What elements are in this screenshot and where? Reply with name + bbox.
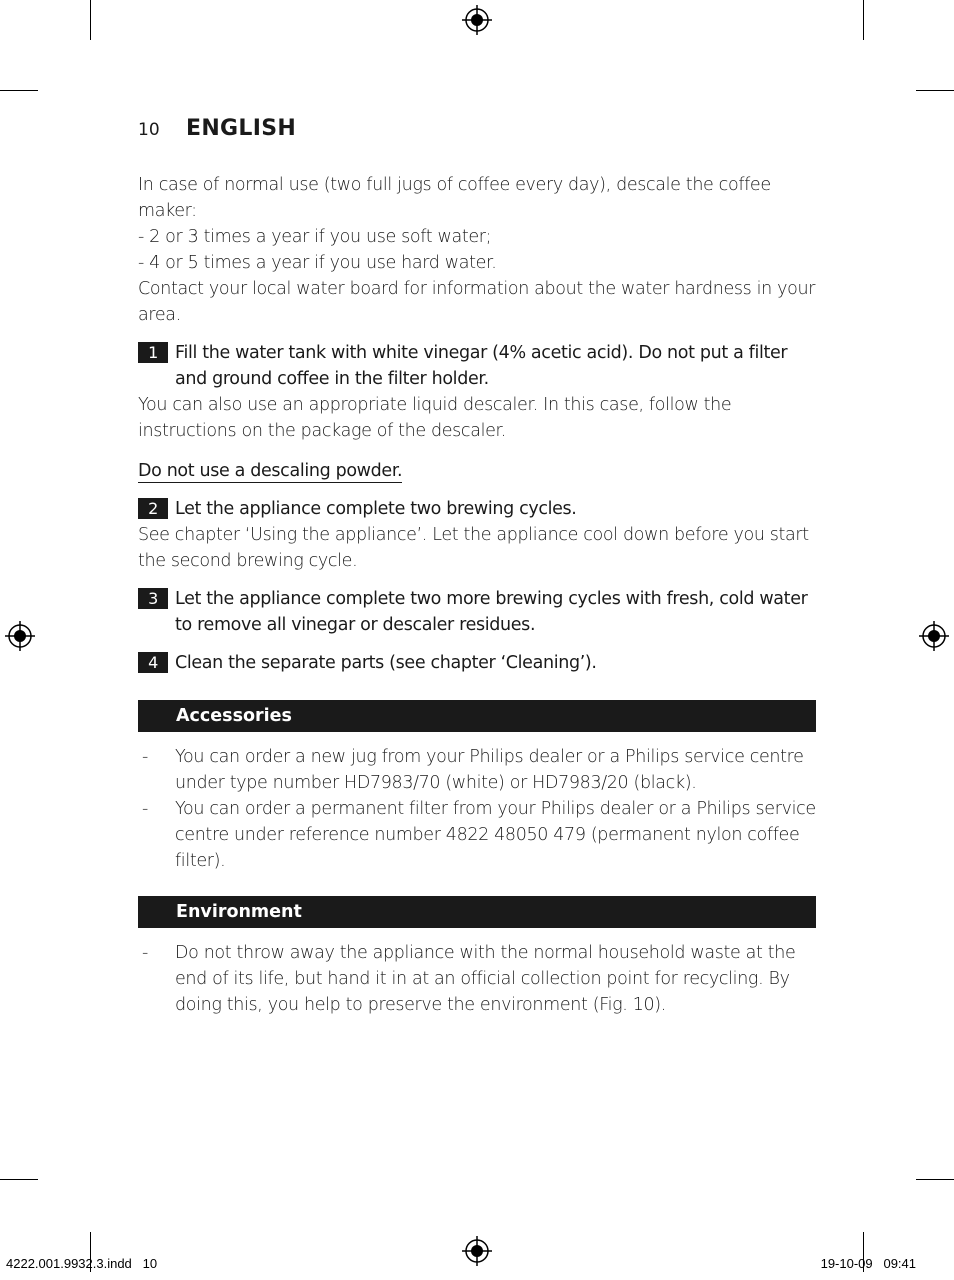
step-1 bbox=[138, 340, 816, 392]
step-3 bbox=[138, 586, 816, 638]
step-4 bbox=[138, 650, 816, 676]
intro-line: - 2 or 3 times a year if you use soft water; bbox=[138, 227, 492, 247]
registration-mark-icon bbox=[462, 1236, 492, 1266]
page-content bbox=[138, 116, 816, 1018]
list-item bbox=[138, 796, 816, 874]
warning-underlined: Do not use a descaling powder. bbox=[138, 461, 403, 481]
step-text: Let the appliance complete two more brewing cycles with fresh, cold water to remove all vinegar or descaler residues. bbox=[175, 589, 808, 635]
list-item bbox=[138, 940, 816, 1018]
step-text: Fill the water tank with white vinegar (4% acetic acid). Do not put a filter and ground coffee in the filter holder. bbox=[175, 343, 788, 389]
intro-paragraph bbox=[138, 172, 816, 328]
page-number: 10 bbox=[138, 120, 160, 140]
bullet-dash: - bbox=[142, 747, 148, 767]
step-text: Clean the separate parts (see chapter ‘Cleaning’). bbox=[175, 653, 597, 673]
footer-file-name: 4222.001.9932.3.indd 10 bbox=[6, 1256, 158, 1271]
list-item-text: You can order a permanent filter from your Philips dealer or a Philips service centre under reference number 4822 48050 479 (permanent nylon coffee filter). bbox=[175, 799, 816, 871]
step-number: 4 bbox=[138, 652, 168, 673]
registration-mark-icon bbox=[462, 5, 492, 35]
page-header bbox=[138, 116, 816, 152]
section-heading-accessories: Accessories bbox=[138, 700, 816, 732]
list-item-text: You can order a new jug from your Philips dealer or a Philips service centre under type number HD7983/70 (white) or HD7983/20 (black). bbox=[175, 747, 804, 793]
intro-line: In case of normal use (two full jugs of coffee every day), descale the coffee maker: bbox=[138, 175, 771, 221]
crop-mark bbox=[0, 1179, 38, 1180]
registration-mark-icon bbox=[5, 621, 35, 651]
step-2-note: See chapter ‘Using the appliance’. Let the appliance cool down before you start the second brewing cycle. bbox=[138, 525, 809, 571]
step-text: Let the appliance complete two brewing cycles. bbox=[175, 499, 577, 519]
section-heading-environment: Environment bbox=[138, 896, 816, 928]
crop-mark bbox=[916, 90, 954, 91]
warning-text bbox=[138, 458, 816, 484]
intro-line: Contact your local water board for information about the water hardness in your area. bbox=[138, 279, 816, 325]
accessories-list bbox=[138, 744, 816, 874]
crop-mark bbox=[863, 0, 864, 40]
step-2 bbox=[138, 496, 816, 522]
bullet-dash: - bbox=[142, 799, 148, 819]
intro-line: - 4 or 5 times a year if you use hard water. bbox=[138, 253, 497, 273]
list-item bbox=[138, 744, 816, 796]
crop-mark bbox=[90, 0, 91, 40]
list-item-text: Do not throw away the appliance with the normal household waste at the end of its life, but hand it in at an official collection point for recycling. By doing this, you help to preserve the environment (Fig. 10). bbox=[175, 943, 796, 1015]
step-number: 3 bbox=[138, 588, 168, 609]
step-1-note: You can also use an appropriate liquid descaler. In this case, follow the instructions on the package of the descaler. bbox=[138, 395, 732, 441]
step-number: 1 bbox=[138, 342, 168, 363]
registration-mark-icon bbox=[919, 621, 949, 651]
crop-mark bbox=[916, 1179, 954, 1180]
environment-list bbox=[138, 940, 816, 1018]
language-heading: ENGLISH bbox=[186, 116, 297, 141]
crop-mark bbox=[0, 90, 38, 91]
step-number: 2 bbox=[138, 498, 168, 519]
footer-datetime: 19-10-09 09:41 bbox=[820, 1256, 916, 1271]
bullet-dash: - bbox=[142, 943, 148, 963]
